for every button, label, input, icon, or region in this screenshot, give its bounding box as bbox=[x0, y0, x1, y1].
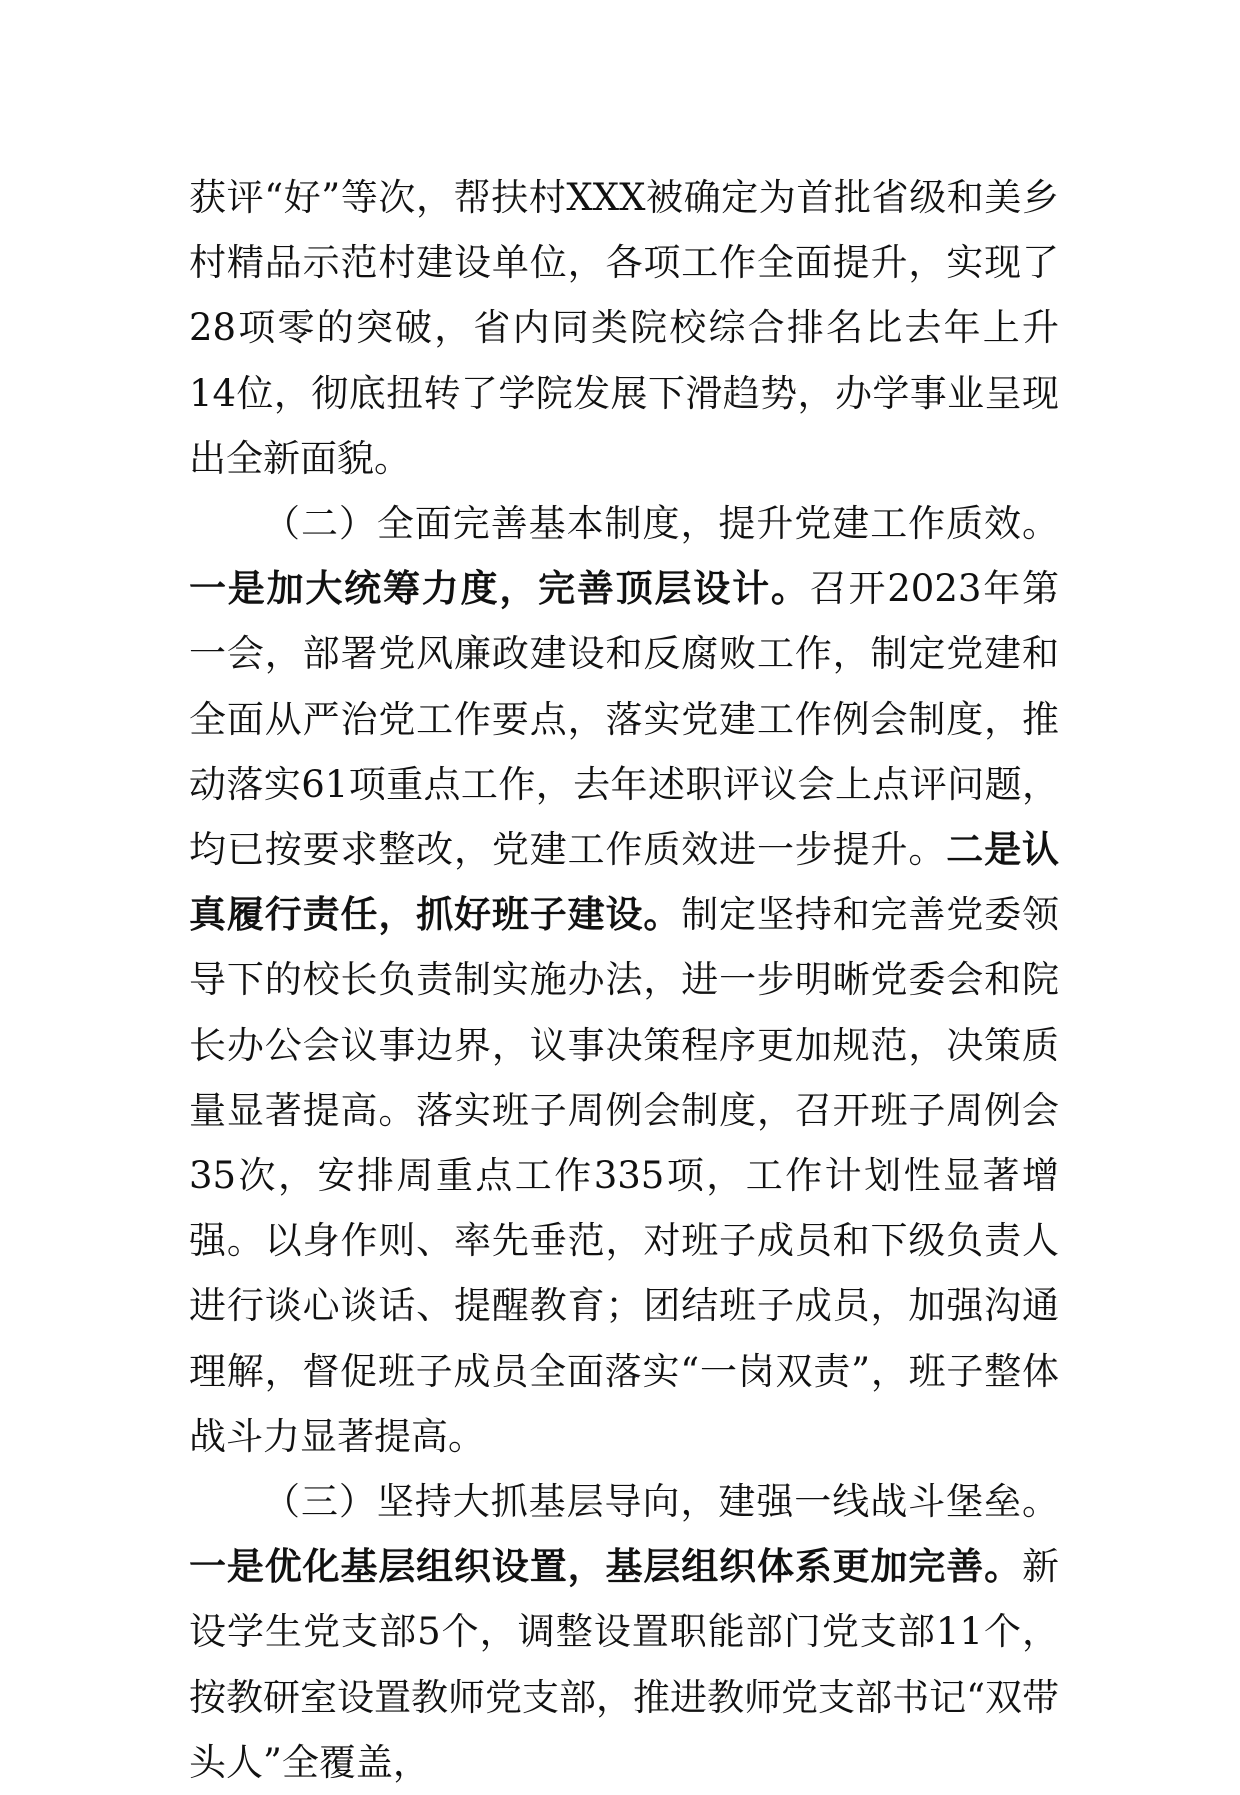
paragraph-1 bbox=[189, 165, 1059, 491]
bold-point-2-2: 二是认真履行责任，抓好班子建设。 bbox=[189, 828, 1060, 937]
paragraph-2-text-1: 召开2023年第一会，部署党风廉政建设和反腐败工作，制定党建和全面从严治党工作要点，落实党建工作例会制度，推动落实61项重点工作，去年述职评议会上点评问题，均已按要求整改，党建工作质效进一步提升。 bbox=[189, 567, 1059, 872]
paragraph-1-text: 获评“好”等次，帮扶村XXX被确定为首批省级和美乡村精品示范村建设单位，各项工作全面提升，实现了28项零的突破，省内同类院校综合排名比去年上升14位，彻底扭转了学院发展下滑趋势，办学事业呈现出全新面貌。 bbox=[189, 176, 1059, 480]
paragraph-2 bbox=[189, 491, 1059, 1469]
paragraph-3 bbox=[189, 1469, 1059, 1795]
paragraph-2-text-2: 制定坚持和完善党委领导下的校长负责制实施办法，进一步明晰党委会和院长办公会议事边界，议事决策程序更加规范，决策质量显著提高。落实班子周例会制度，召开班子周例会35次，安排周重点工作335项，工作计划性显著增强。以身作则、率先垂范，对班子成员和下级负责人进行谈心谈话、提醒教育；团结班子成员，加强沟通理解，督促班子成员全面落实“一岗双责”，班子整体战斗力显著提高。 bbox=[189, 893, 1060, 1458]
bold-point-3-1: 一是优化基层组织设置，基层组织体系更加完善。 bbox=[189, 1545, 1022, 1589]
document-page bbox=[189, 165, 1059, 1795]
bold-point-2-1: 一是加大统筹力度，完善顶层设计。 bbox=[189, 567, 810, 611]
section-heading-2: （二）全面完善基本制度，提升党建工作质效。 bbox=[263, 502, 1059, 546]
section-heading-3: （三）坚持大抓基层导向，建强一线战斗堡垒。 bbox=[263, 1480, 1059, 1524]
paragraph-3-text-1: 新设学生党支部5个，调整设置职能部门党支部11个，按教研室设置教师党支部，推进教师党支部书记“双带头人”全覆盖， bbox=[189, 1545, 1059, 1784]
